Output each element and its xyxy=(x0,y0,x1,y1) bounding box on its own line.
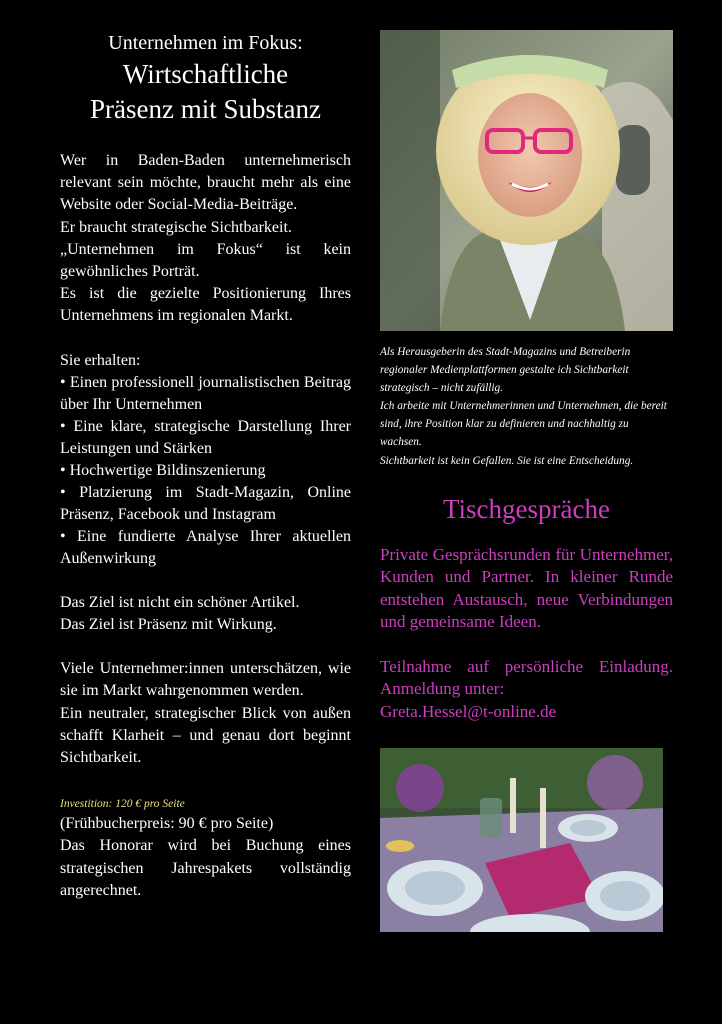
event-description: Private Gesprächsrunden für Unternehmer, Kunden und Partner. In kleiner Runde entstehen Austausch, neue Verbindungen und gemeinsame Ideen. xyxy=(380,544,673,632)
goal-text xyxy=(60,592,351,636)
list-item: • Hochwertige Bildinszenierung xyxy=(60,461,266,479)
section-title: Tischgespräche xyxy=(443,493,610,524)
closing-paragraph: Viele Unternehmer:innen unterschätzen, wie sie im Markt wahrgenommen werden. xyxy=(60,660,351,700)
portrait-caption xyxy=(380,343,673,470)
contact-email: Greta.Hessel@t-online.de xyxy=(380,701,557,721)
portrait-photo xyxy=(380,30,673,331)
kicker: Unternehmen im Fokus: xyxy=(108,32,303,54)
header xyxy=(60,30,351,126)
invitation-text: Teilnahme auf persönliche Einladung. Anmeldung unter: xyxy=(380,656,673,699)
intro-text xyxy=(60,150,351,328)
investment-price: Investition: 120 € pro Seite xyxy=(60,798,185,811)
intro-paragraph: Es ist die gezielte Positionierung Ihres Unternehmens im regionalen Markt. xyxy=(60,285,351,325)
intro-paragraph: Wer in Baden-Baden unternehmerisch relevant sein möchte, braucht mehr als eine Website oder Social-Media-Beiträge. xyxy=(60,152,351,214)
caption-line: Sichtbarkeit ist kein Gefallen. Sie ist eine Entscheidung. xyxy=(380,454,634,467)
intro-paragraph: Er braucht strategische Sichtbarkeit. xyxy=(60,218,292,236)
page-title-line-2: Präsenz mit Substanz xyxy=(90,94,321,124)
table-setting-photo xyxy=(380,748,663,932)
benefits-list xyxy=(60,372,351,570)
left-column xyxy=(60,30,351,902)
goal-line: Das Ziel ist nicht ein schöner Artikel. xyxy=(60,593,300,611)
pricing xyxy=(60,813,351,902)
list-item: • Eine fundierte Analyse Ihrer aktuellen Außenwirkung xyxy=(60,527,351,567)
right-column xyxy=(380,30,673,932)
early-bird-price: (Frühbucherpreis: 90 € pro Seite) xyxy=(60,815,274,833)
intro-paragraph: „Unternehmen im Fokus“ ist kein gewöhnliches Porträt. xyxy=(60,240,351,281)
list-item: • Einen professionell journalistischen Beitrag über Ihr Unternehmen xyxy=(60,373,351,413)
list-item: • Platzierung im Stadt-Magazin, Online Präsenz, Facebook und Instagram xyxy=(60,483,351,523)
benefits-heading: Sie erhalten: xyxy=(60,351,141,369)
list-item: • Eine klare, strategische Darstellung Ihrer Leistungen und Stärken xyxy=(60,417,351,457)
caption-line: Ich arbeite mit Unternehmerinnen und Unternehmen, die bereit sind, ihre Position klar zu definieren und nachhaltig zu wachsen. xyxy=(380,400,667,449)
closing-text xyxy=(60,658,351,769)
page-title-line-1: Wirtschaftliche xyxy=(122,59,289,89)
benefits xyxy=(60,350,351,570)
fee-note: Das Honorar wird bei Buchung eines strategischen Jahrespakets vollständig angerechnet. xyxy=(60,837,351,899)
caption-line: Als Herausgeberin des Stadt-Magazins und Betreiberin regionaler Medienplattformen gestalte ich Sichtbarkeit strategisch – nicht zufällig. xyxy=(380,346,631,395)
goal-line: Das Ziel ist Präsenz mit Wirkung. xyxy=(60,616,277,634)
invitation xyxy=(380,656,673,724)
closing-paragraph: Ein neutraler, strategischer Blick von außen schafft Klarheit – und genau dort beginnt Sichtbarkeit. xyxy=(60,704,351,767)
